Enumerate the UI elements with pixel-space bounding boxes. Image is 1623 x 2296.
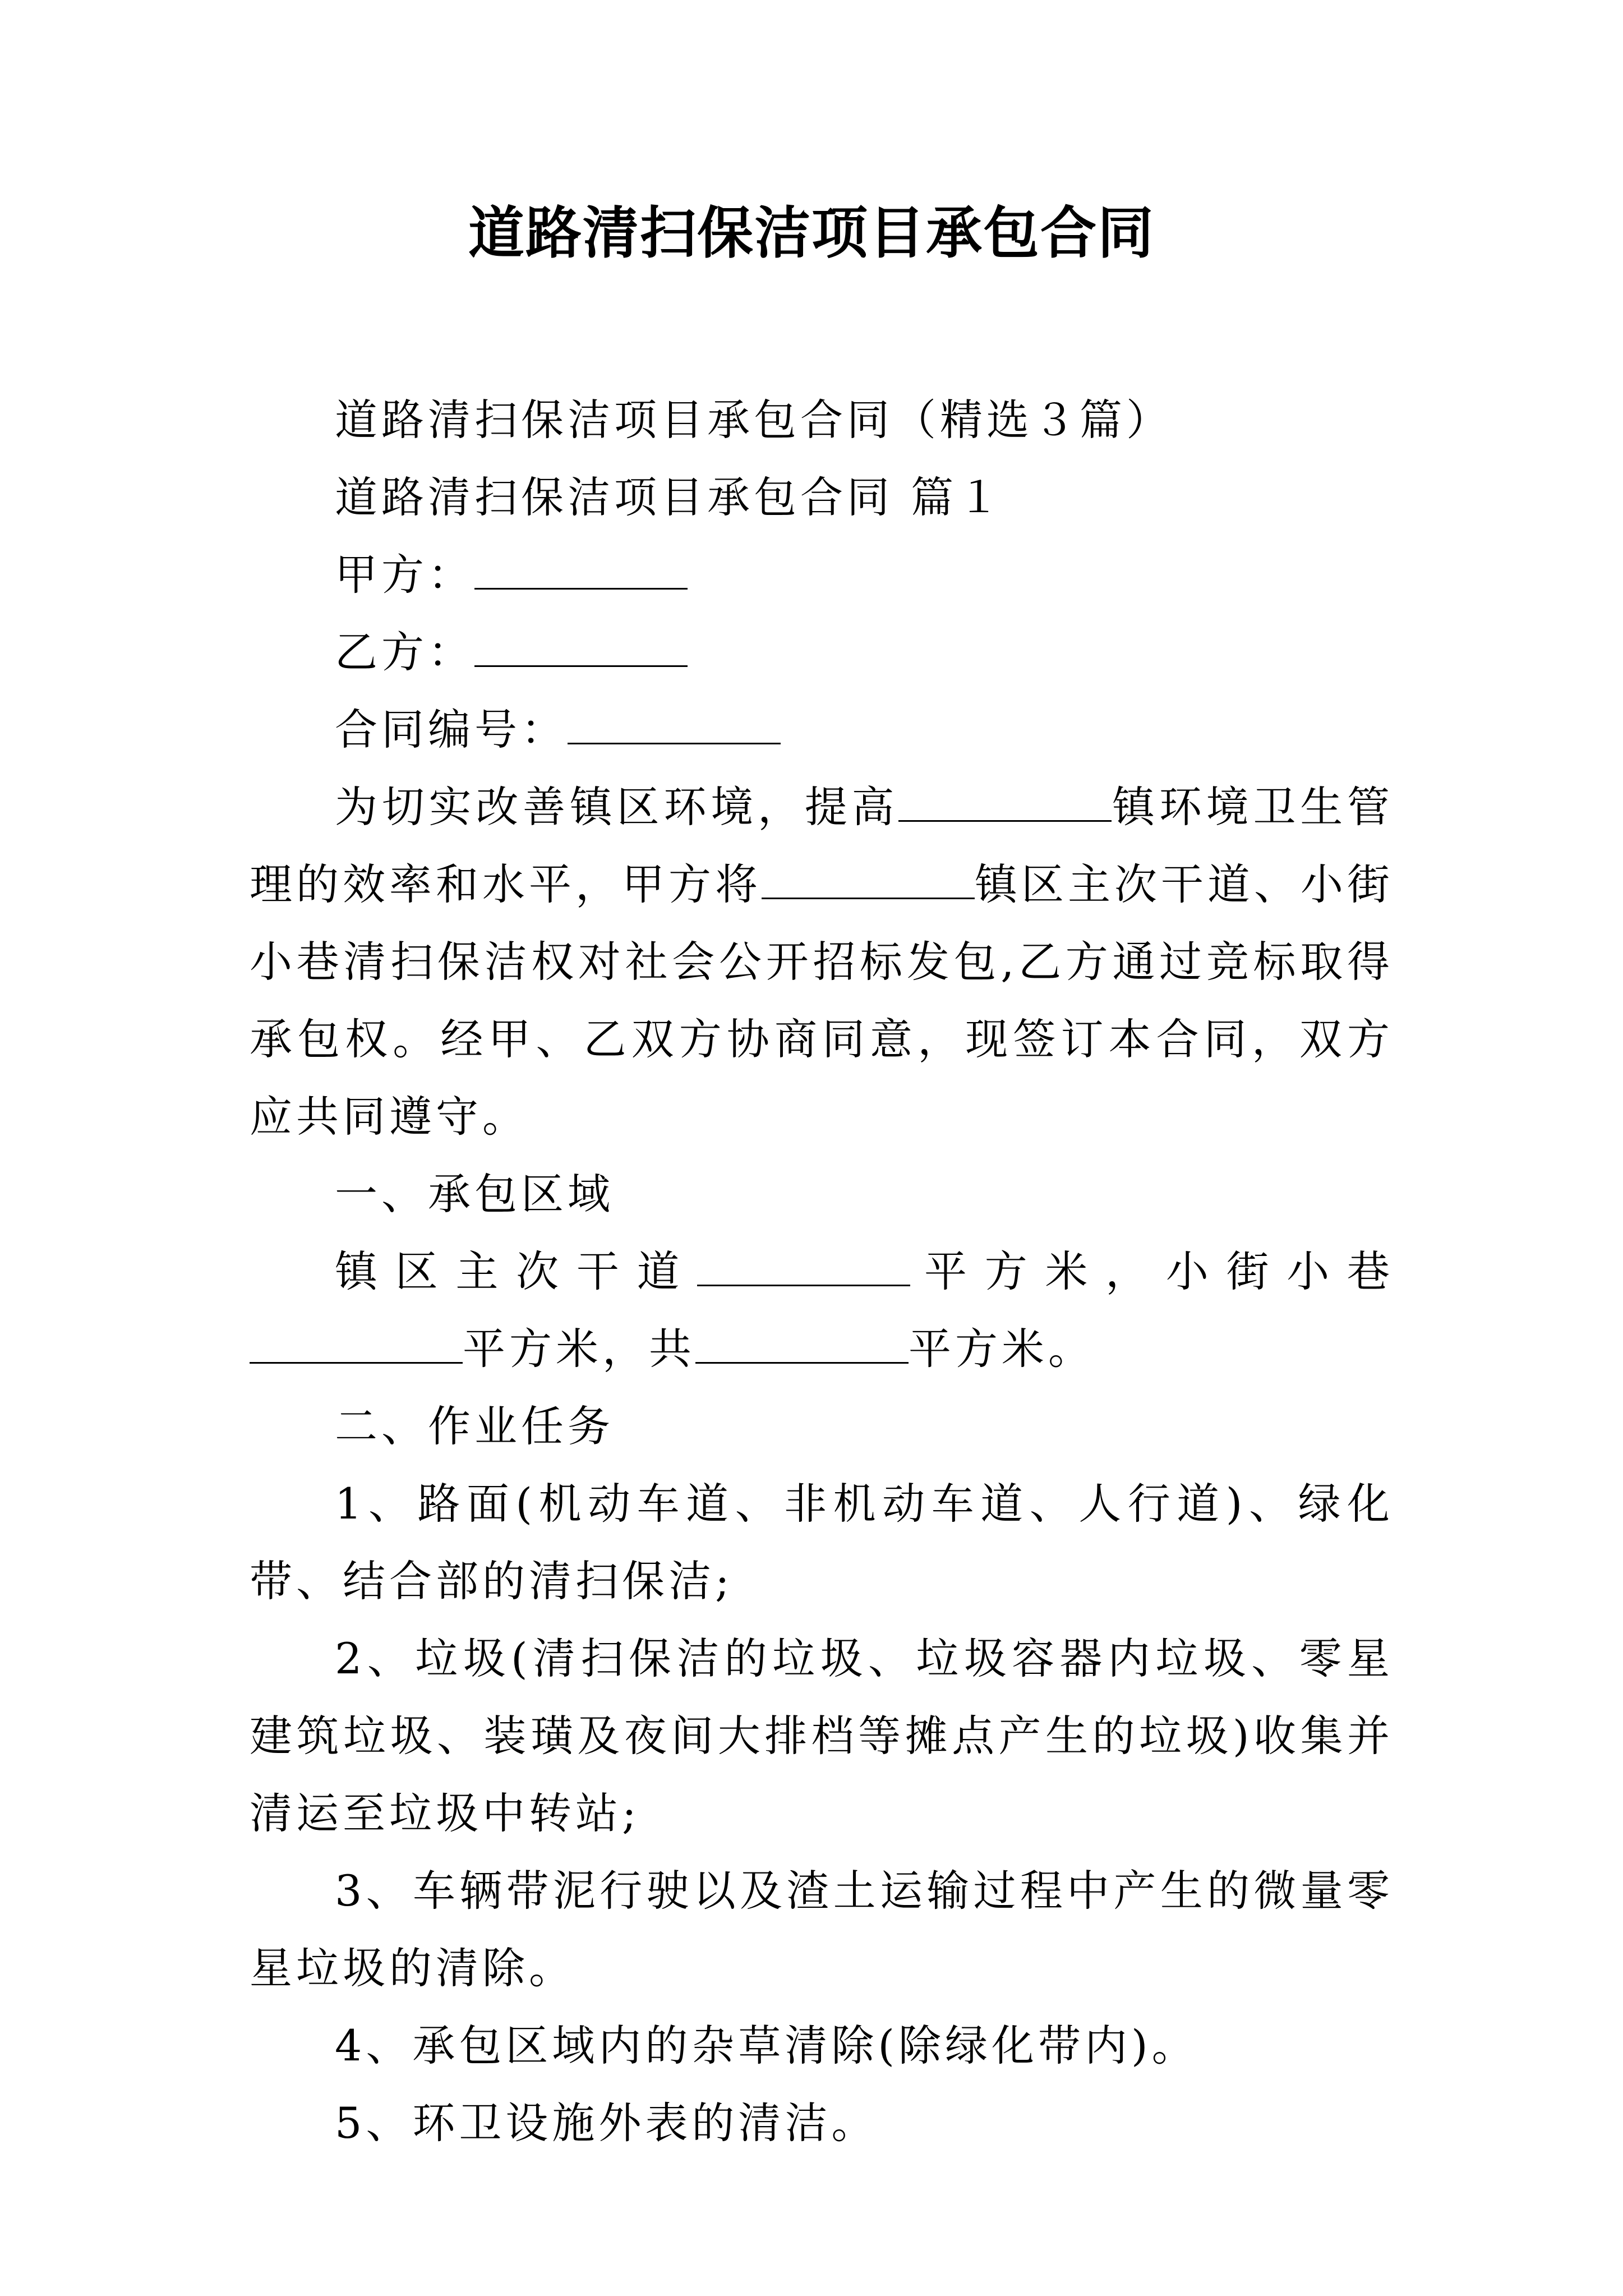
town-name-blank-2 xyxy=(762,858,975,899)
contract-number-blank xyxy=(568,703,781,744)
chapter-heading: 道路清扫保洁项目承包合同 篇１ xyxy=(335,472,1004,522)
section-1-heading: 一、承包区域 xyxy=(335,1169,614,1219)
intro-text-1: 为切实改善镇区环境，提高 xyxy=(335,782,899,832)
section-2-heading: 二、作业任务 xyxy=(335,1401,614,1451)
party-a-label: 甲方： xyxy=(335,550,474,600)
area-text-3: 平方米，共 xyxy=(463,1324,695,1374)
task-item-2: 2、垃圾(清扫保洁的垃圾、垃圾容器内垃圾、零星建筑垃圾、装璜及夜间大排档等摊点产生的垃圾)收集并清运至垃圾中转站; xyxy=(250,1634,1394,1838)
intro-text-2: 镇环境卫生管理的效率和水平，甲方将 xyxy=(250,782,1394,909)
area-text-4: 平方米。 xyxy=(909,1324,1095,1374)
area-paragraph xyxy=(250,1233,1394,1388)
task-item-5: 5、环卫设施外表的清洁。 xyxy=(335,2098,878,2148)
intro-text-3: 镇区主次干道、小街小巷清扫保洁权对社会公开招标发包,乙方通过竞标取得承包权。经甲、乙双方协商同意，现签订本合同，双方应共同遵守。 xyxy=(250,859,1394,1142)
task-item-4: 4、承包区域内的杂草清除(除绿化带内)。 xyxy=(335,2021,1198,2070)
alley-area-blank xyxy=(250,1323,463,1364)
intro-paragraph xyxy=(250,769,1394,1156)
document-body xyxy=(250,381,1394,2162)
contract-number-line xyxy=(250,691,1394,769)
party-b-blank xyxy=(474,626,688,667)
party-b-line xyxy=(250,614,1394,691)
party-a-line xyxy=(250,536,1394,614)
party-b-label: 乙方： xyxy=(335,627,474,677)
task-item-3: 3、车辆带泥行驶以及渣土运输过程中产生的微量零星垃圾的清除。 xyxy=(250,1866,1394,1993)
party-a-blank xyxy=(474,549,688,590)
area-text-2: 平方米，小街小巷 xyxy=(910,1246,1394,1296)
main-road-area-blank xyxy=(697,1245,910,1286)
area-text-1: 镇区主次干道 xyxy=(335,1246,698,1296)
total-area-blank xyxy=(695,1323,909,1364)
contract-number-label: 合同编号： xyxy=(335,705,568,754)
subtitle-line: 道路清扫保洁项目承包合同（精选３篇） xyxy=(335,395,1173,445)
task-item-1: 1、路面(机动车道、非机动车道、人行道)、绿化带、结合部的清扫保洁; xyxy=(250,1479,1394,1606)
town-name-blank-1 xyxy=(898,781,1112,822)
document-title: 道路清扫保洁项目承包合同 xyxy=(468,200,1155,266)
